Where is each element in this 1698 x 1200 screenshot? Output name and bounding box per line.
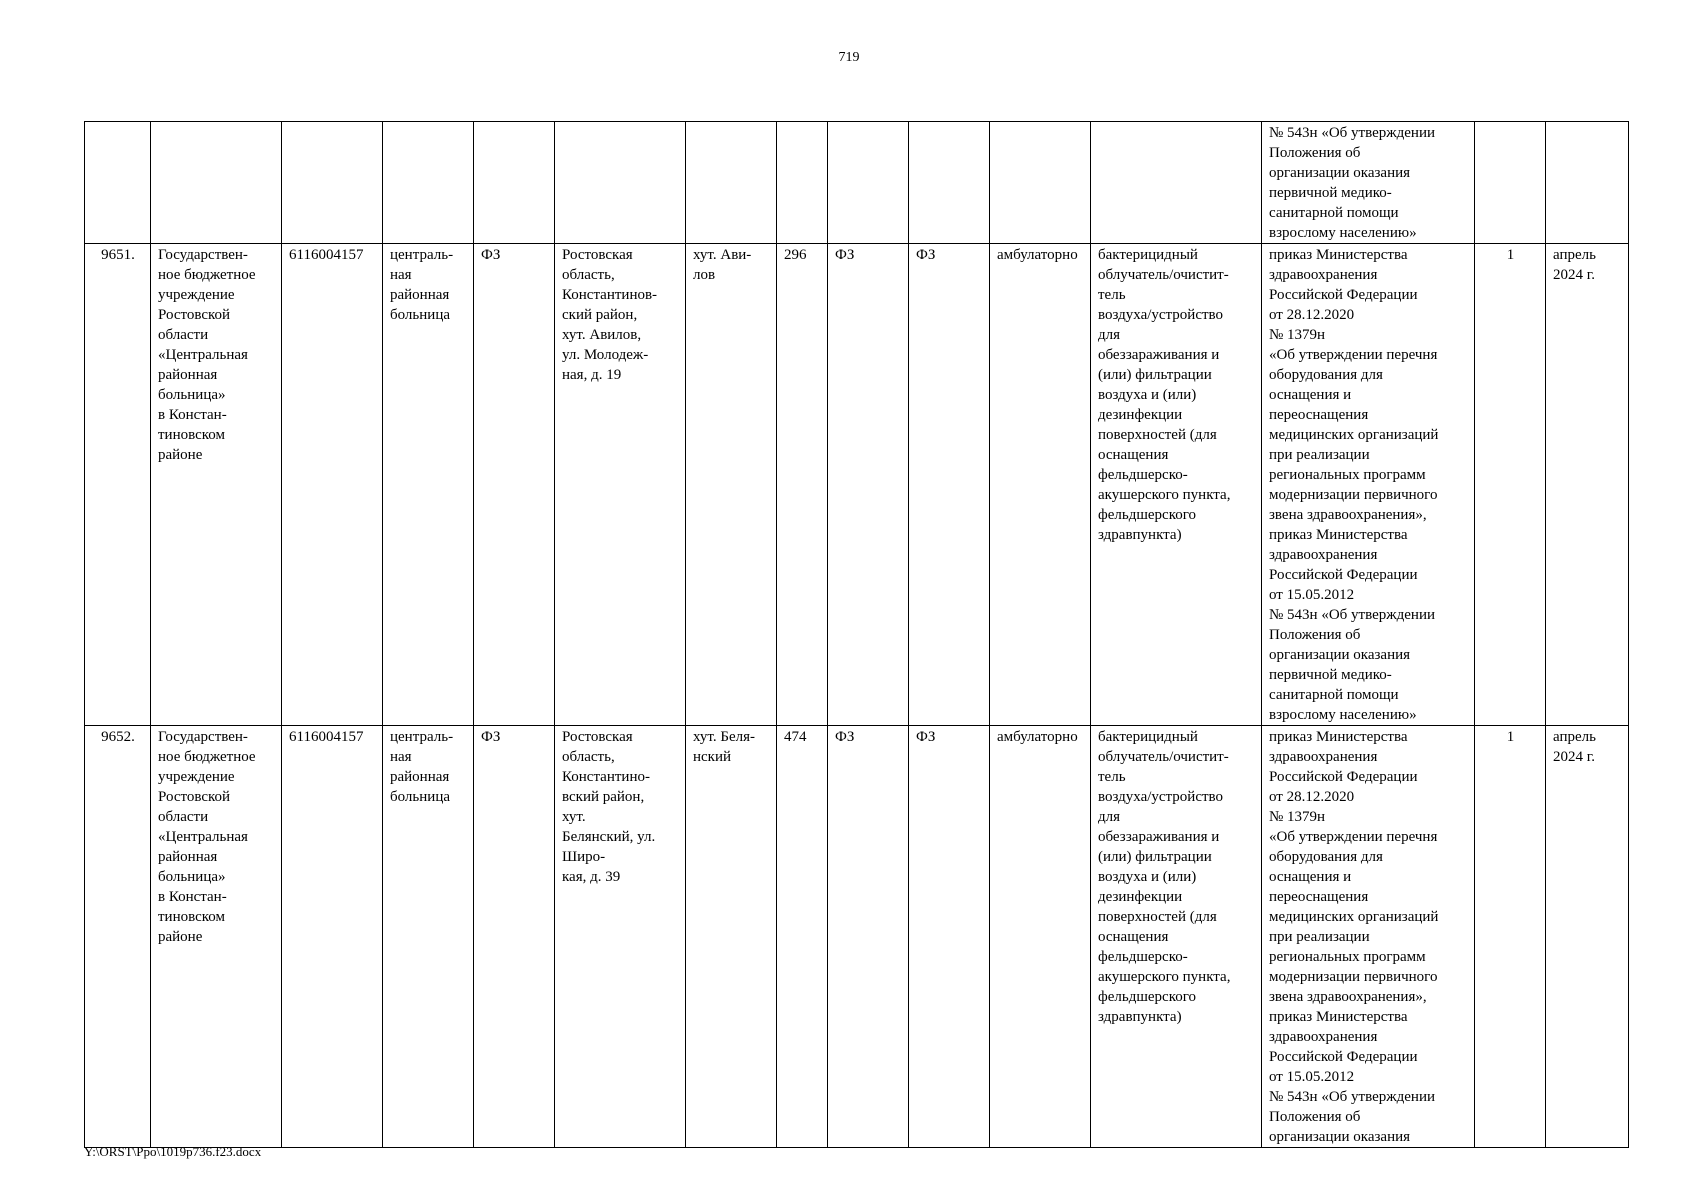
cell-fz2 xyxy=(828,122,909,244)
cell-fz1: ФЗ xyxy=(474,726,555,1148)
cell-legal: приказ Министерства здравоохранения Российской Федерации от 28.12.2020 № 1379н «Об утверждении перечня оборудования для оснащения и переоснащения медицинских организаций при реализации региональных программ модернизации первичного звена здравоохранения», приказ Министерства здравоохранения Российской Федерации от 15.05.2012 № 543н «Об утверждении Положения об организации оказания xyxy=(1262,726,1475,1148)
cell-num: 9651. xyxy=(85,244,151,726)
cell-equipment: бактерицидный облучатель/очистит- тель воздуха/устройство для обеззараживания и (или) фильтрации воздуха и (или) дезинфекции поверхностей (для оснащения фельдшерско- акушерского пункта, фельдшерского здравпункта) xyxy=(1091,726,1262,1148)
cell-population: 296 xyxy=(777,244,828,726)
cell-org xyxy=(151,122,282,244)
cell-locality: хут. Ави- лов xyxy=(686,244,777,726)
cell-fz2: ФЗ xyxy=(828,726,909,1148)
cell-inn: 6116004157 xyxy=(282,244,383,726)
cell-num: 9652. xyxy=(85,726,151,1148)
cell-fz1 xyxy=(474,122,555,244)
cell-fz3 xyxy=(909,122,990,244)
cell-population: 474 xyxy=(777,726,828,1148)
cell-address xyxy=(555,122,686,244)
cell-population xyxy=(777,122,828,244)
footer-file-path: Y:\ORST\Ppo\1019p736.f23.docx xyxy=(84,1144,262,1159)
cell-fz3: ФЗ xyxy=(909,244,990,726)
cell-type: централь- ная районная больница xyxy=(383,726,474,1148)
cell-fz1: ФЗ xyxy=(474,244,555,726)
cell-qty: 1 xyxy=(1475,726,1546,1148)
cell-locality: хут. Беля- нский xyxy=(686,726,777,1148)
cell-org: Государствен- ное бюджетное учреждение Ростовской области «Центральная районная больница» в Констан- тиновском районе xyxy=(151,244,282,726)
cell-date: апрель 2024 г. xyxy=(1546,244,1629,726)
cell-care: амбулаторно xyxy=(990,726,1091,1148)
table-row-continuation xyxy=(85,122,1629,244)
page-number: 719 xyxy=(838,50,860,65)
cell-fz2: ФЗ xyxy=(828,244,909,726)
equipment-table xyxy=(84,121,1629,1148)
table-row xyxy=(85,244,1629,726)
table-row xyxy=(85,726,1629,1148)
cell-type: централь- ная районная больница xyxy=(383,244,474,726)
cell-legal: № 543н «Об утверждении Положения об организации оказания первичной медико- санитарной помощи взрослому населению» xyxy=(1262,122,1475,244)
cell-qty xyxy=(1475,122,1546,244)
cell-qty: 1 xyxy=(1475,244,1546,726)
cell-type xyxy=(383,122,474,244)
cell-care xyxy=(990,122,1091,244)
cell-org: Государствен- ное бюджетное учреждение Ростовской области «Центральная районная больница» в Констан- тиновском районе xyxy=(151,726,282,1148)
cell-date xyxy=(1546,122,1629,244)
cell-locality xyxy=(686,122,777,244)
cell-address: Ростовская область, Константино- вский район, хут. Белянский, ул. Широ- кая, д. 39 xyxy=(555,726,686,1148)
cell-address: Ростовская область, Константинов- ский район, хут. Авилов, ул. Молодеж- ная, д. 19 xyxy=(555,244,686,726)
cell-inn: 6116004157 xyxy=(282,726,383,1148)
cell-num xyxy=(85,122,151,244)
cell-fz3: ФЗ xyxy=(909,726,990,1148)
cell-equipment xyxy=(1091,122,1262,244)
cell-care: амбулаторно xyxy=(990,244,1091,726)
cell-legal: приказ Министерства здравоохранения Российской Федерации от 28.12.2020 № 1379н «Об утверждении перечня оборудования для оснащения и переоснащения медицинских организаций при реализации региональных программ модернизации первичного звена здравоохранения», приказ Министерства здравоохранения Российской Федерации от 15.05.2012 № 543н «Об утверждении Положения об организации оказания первичной медико- санитарной помощи взрослому населению» xyxy=(1262,244,1475,726)
cell-date: апрель 2024 г. xyxy=(1546,726,1629,1148)
cell-equipment: бактерицидный облучатель/очистит- тель воздуха/устройство для обеззараживания и (или) фильтрации воздуха и (или) дезинфекции поверхностей (для оснащения фельдшерско- акушерского пункта, фельдшерского здравпункта) xyxy=(1091,244,1262,726)
cell-inn xyxy=(282,122,383,244)
